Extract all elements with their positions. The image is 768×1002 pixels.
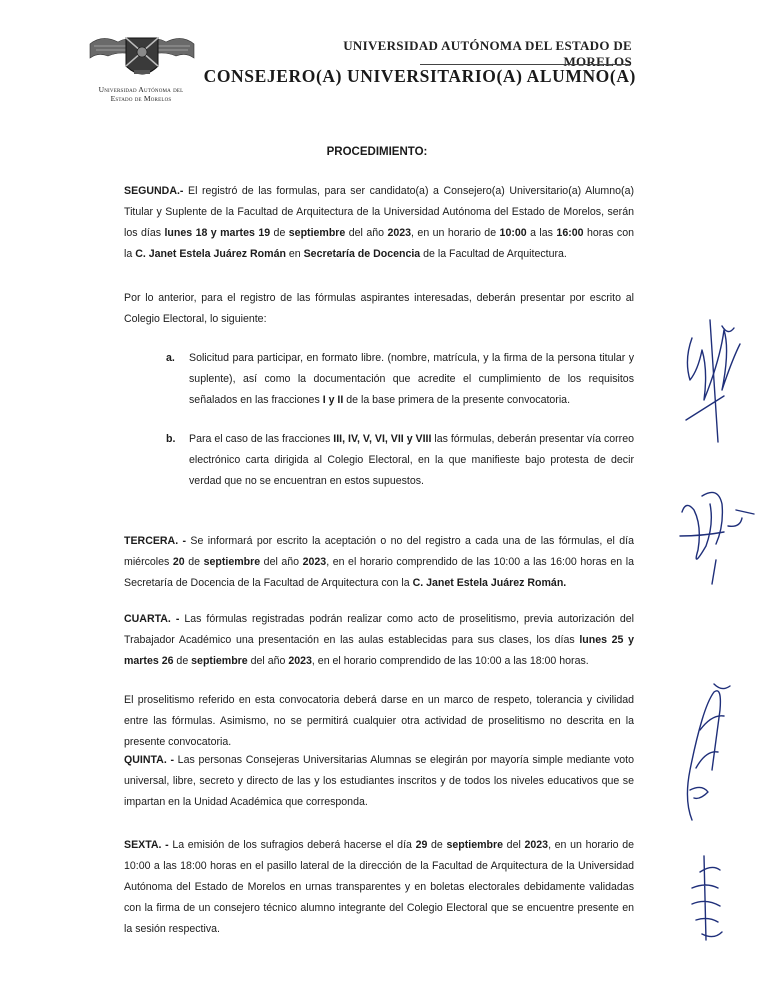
clause-label: SEXTA. -: [124, 839, 169, 851]
text-run: en: [285, 248, 304, 260]
bold-run: septiembre: [203, 556, 261, 568]
crest-caption-line: Universidad Autónoma del: [98, 85, 184, 94]
crest-caption-line: Estado de Morelos: [110, 94, 172, 103]
clause-label: CUARTA. -: [124, 613, 180, 625]
bold-run: Secretaría de Docencia: [303, 248, 421, 260]
list-item-body: [189, 429, 634, 492]
bold-run: septiembre: [288, 227, 346, 239]
bold-run: 29: [415, 839, 428, 851]
header-divider: [420, 64, 630, 65]
signature-2: [680, 492, 754, 584]
crest-caption: [80, 85, 202, 103]
bold-run: 2023: [524, 839, 549, 851]
text-run: Las personas Consejeras Universitarias Alumnas se elegirán por mayoría simple mediante voto universal, libre, secreto y directo de las y los estudiantes inscritos y de todos los niveles educativos que se impartan en la Unidad Académica que corresponda.: [124, 754, 634, 808]
list-item-a: [166, 348, 634, 411]
text-run: del: [503, 839, 525, 851]
bold-run: lunes 18 y martes 19: [164, 227, 271, 239]
text-run: de: [173, 655, 192, 667]
bold-run: 2023: [302, 556, 327, 568]
clause-label: TERCERA. -: [124, 535, 187, 547]
paragraph-cuarta: [124, 609, 634, 672]
signature-1: [686, 320, 740, 442]
text-run: las fórmulas, deberán presentar vía correo electrónico carta dirigida al Colegio Electoral, en la que manifieste bajo protesta de decir verdad que no se encuentran en estos supuestos.: [189, 433, 634, 487]
list-item-b: [166, 429, 634, 492]
text-run: La emisión de los sufragios deberá hacerse el día: [168, 839, 416, 851]
text-run: El registró de las formulas, para ser candidato(a) a Consejero(a) Universitario(a) Alumno(a) Titular y Suplente de la Facultad de Arquitectura de la Universidad Autónoma del Estado de Morelos, serán los días: [124, 185, 634, 239]
clause-label: QUINTA. -: [124, 754, 174, 766]
clause-label: SEGUNDA.-: [124, 185, 184, 197]
text-run: del año: [247, 655, 289, 667]
bold-run: III, IV, V, VI, VII y VIII: [333, 433, 432, 445]
text-run: de: [184, 556, 204, 568]
bold-run: 20: [172, 556, 185, 568]
text-run: del año: [260, 556, 303, 568]
bold-run: septiembre: [446, 839, 504, 851]
signature-3: [687, 684, 730, 820]
bold-run: I y II: [322, 394, 344, 406]
text-run: Solicitud para participar, en formato libre. (nombre, matrícula, y la firma de la persona titular y suplente), así como la documentación que acredite el cumplimiento de los requisitos señalados en las fracciones: [189, 352, 634, 406]
signature-4: [692, 856, 722, 940]
university-name: UNIVERSIDAD AUTÓNOMA DEL ESTADO DE MORELOS: [343, 38, 632, 69]
margin-signatures: [662, 300, 768, 960]
text-run: Las fórmulas registradas podrán realizar como acto de proselitismo, previa autorización del Trabajador Académico una presentación en las aulas establecidas para sus clases, los días: [124, 613, 634, 646]
text-run: horas con la: [124, 227, 634, 260]
section-heading: PROCEDIMIENTO:: [326, 146, 428, 158]
bold-run: 16:00: [556, 227, 584, 239]
text-run: , en un horario de 10:00 a las 18:00 horas en el pasillo lateral de la dirección de la Facultad de Arquitectura de la Universidad Autónoma del Estado de Morelos en urnas transparentes y en boletas electorales debidamente validadas con la firma de un consejero técnico alumno integrante del Colegio Electoral que se encuentre presente en la sesión respectiva.: [124, 839, 634, 935]
list-item-letter: a.: [166, 352, 175, 364]
text-run: de: [427, 839, 447, 851]
paragraph-proselitismo: El proselitismo referido en esta convocatoria deberá darse en un marco de respeto, tolerancia y civilidad entre las fórmulas. Asimismo, no se permitirá cualquier otra actividad de proselitismo no descrita en la presente convocatoria.: [124, 694, 634, 748]
paragraph-sexta: [124, 835, 634, 940]
text-run: de la base primera de la presente convocatoria.: [343, 394, 571, 406]
bold-run: 2023: [288, 655, 312, 667]
list-item-letter: b.: [166, 433, 176, 445]
bold-run: C. Janet Estela Juárez Román.: [412, 577, 567, 589]
bold-run: C. Janet Estela Juárez Román: [135, 248, 286, 260]
text-run: a las: [526, 227, 557, 239]
bold-run: 2023: [387, 227, 412, 239]
bold-run: lunes 25 y martes 26: [124, 634, 634, 667]
text-run: de: [270, 227, 289, 239]
document-title: CONSEJERO(A) UNIVERSITARIO(A) ALUMNO(A): [203, 66, 636, 86]
paragraph-intro: Por lo anterior, para el registro de las fórmulas aspirantes interesadas, deberán presentar por escrito al Colegio Electoral, lo siguiente:: [124, 292, 634, 325]
text-run: , en el horario comprendido de las 10:00 a las 16:00 horas en la Secretaría de Docencia de la Facultad de Arquitectura con la: [124, 556, 634, 589]
text-run: Para el caso de las fracciones: [189, 433, 334, 445]
text-run: de la Facultad de Arquitectura.: [420, 248, 567, 260]
paragraph-tercera: [124, 531, 634, 594]
text-run: del año: [345, 227, 388, 239]
list-item-body: [189, 348, 634, 411]
text-run: , en un horario de: [411, 227, 500, 239]
text-run: Se informará por escrito la aceptación o no del registro a cada una de las fórmulas, el día miércoles: [124, 535, 634, 568]
university-crest-logo: [88, 30, 196, 86]
paragraph-segunda: [124, 181, 634, 265]
text-run: , en el horario comprendido de las 10:00 a las 18:00 horas.: [311, 655, 589, 667]
bold-run: septiembre: [191, 655, 248, 667]
bold-run: 10:00: [499, 227, 527, 239]
paragraph-quinta: [124, 750, 634, 813]
